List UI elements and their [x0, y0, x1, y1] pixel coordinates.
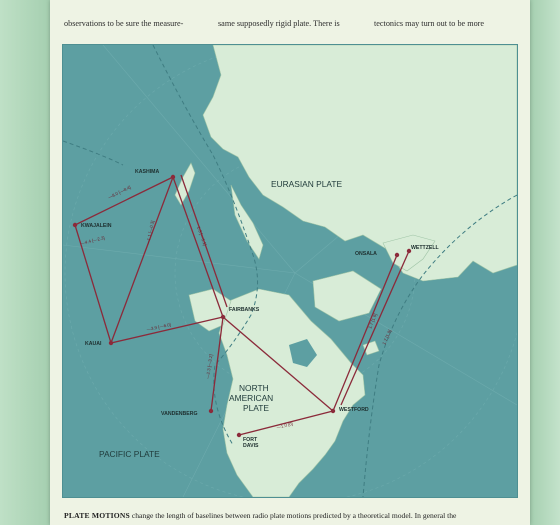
- label-westford: WESTFORD: [339, 407, 369, 413]
- column-line: same supposedly rigid plate. There is: [218, 19, 340, 29]
- label-kashima: KASHIMA: [135, 169, 160, 175]
- kamchatka-landmass: [231, 185, 263, 259]
- station-vandenberg: [209, 409, 213, 413]
- page-margin-right: [530, 0, 560, 525]
- station-kashima: [171, 175, 175, 179]
- label-eurasian-plate: EURASIAN PLATE: [271, 179, 343, 189]
- label-fairbanks: FAIRBANKS: [229, 307, 260, 313]
- value-kauai-fairbanks: —3.9 [—6.0]: [146, 321, 172, 332]
- caption-text: change the length of baselines between radio plate motions predicted by a theoretical model. In general the: [129, 511, 457, 520]
- label-kwajalein: KWAJALEIN: [81, 223, 112, 229]
- iceland-landmass: [363, 341, 379, 355]
- plate-motion-map: [62, 44, 518, 498]
- map-svg: [63, 45, 517, 497]
- station-kauai: [109, 341, 113, 345]
- label-vandenberg: VANDENBERG: [161, 411, 198, 417]
- value-kashima-fairbanks-inner: —1.1 [—0.3]: [145, 220, 156, 246]
- japan-landmass: [175, 163, 195, 205]
- station-westford: [331, 409, 335, 413]
- label-north-american-plate-3: PLATE: [243, 403, 269, 413]
- label-north-american-plate-1: NORTH: [239, 383, 269, 393]
- value-fort-davis-westford: —1.0 [0]: [276, 421, 294, 430]
- figure-caption: [64, 511, 516, 521]
- label-kauai: KAUAI: [85, 341, 102, 347]
- value-kwajalein-kauai: —4.4 [—2.3]: [80, 235, 106, 246]
- label-north-american-plate-2: AMERICAN: [229, 393, 274, 403]
- value-fairbanks-vandenberg: —2.3 [—3.2]: [205, 354, 214, 380]
- label-onsala: ONSALA: [355, 251, 377, 257]
- station-fort-davis: [237, 433, 241, 437]
- baseline-kashima-kauai: [111, 177, 173, 343]
- label-fort-davis-1: FORT: [243, 437, 258, 443]
- baseline-kauai-fairbanks: [111, 317, 223, 343]
- column-line: observations to be sure the measure-: [64, 19, 184, 29]
- baseline-fairbanks-vandenberg: [211, 317, 223, 411]
- station-kwajalein: [73, 223, 77, 227]
- label-fort-davis-2: DAVIS: [243, 443, 259, 449]
- value-kashima-kwajalein: —8.0 [—8.4]: [107, 184, 132, 200]
- value-kashima-fairbanks-outer: 1.3 [—1.1]: [196, 225, 208, 247]
- label-wettzell: WETTZELL: [411, 245, 439, 251]
- value-westford-onsala: 1.7 [1.9]: [367, 312, 378, 330]
- caption-lead: PLATE MOTIONS: [64, 511, 130, 520]
- value-westford-wettzell: 1.7 [1.9]: [381, 328, 393, 346]
- column-line: tectonics may turn out to be more: [374, 19, 485, 29]
- label-pacific-plate: PACIFIC PLATE: [99, 449, 160, 459]
- greenland-landmass: [313, 271, 381, 321]
- page-margin-left: [0, 0, 50, 525]
- station-fairbanks: [221, 315, 225, 319]
- station-onsala: [395, 253, 399, 257]
